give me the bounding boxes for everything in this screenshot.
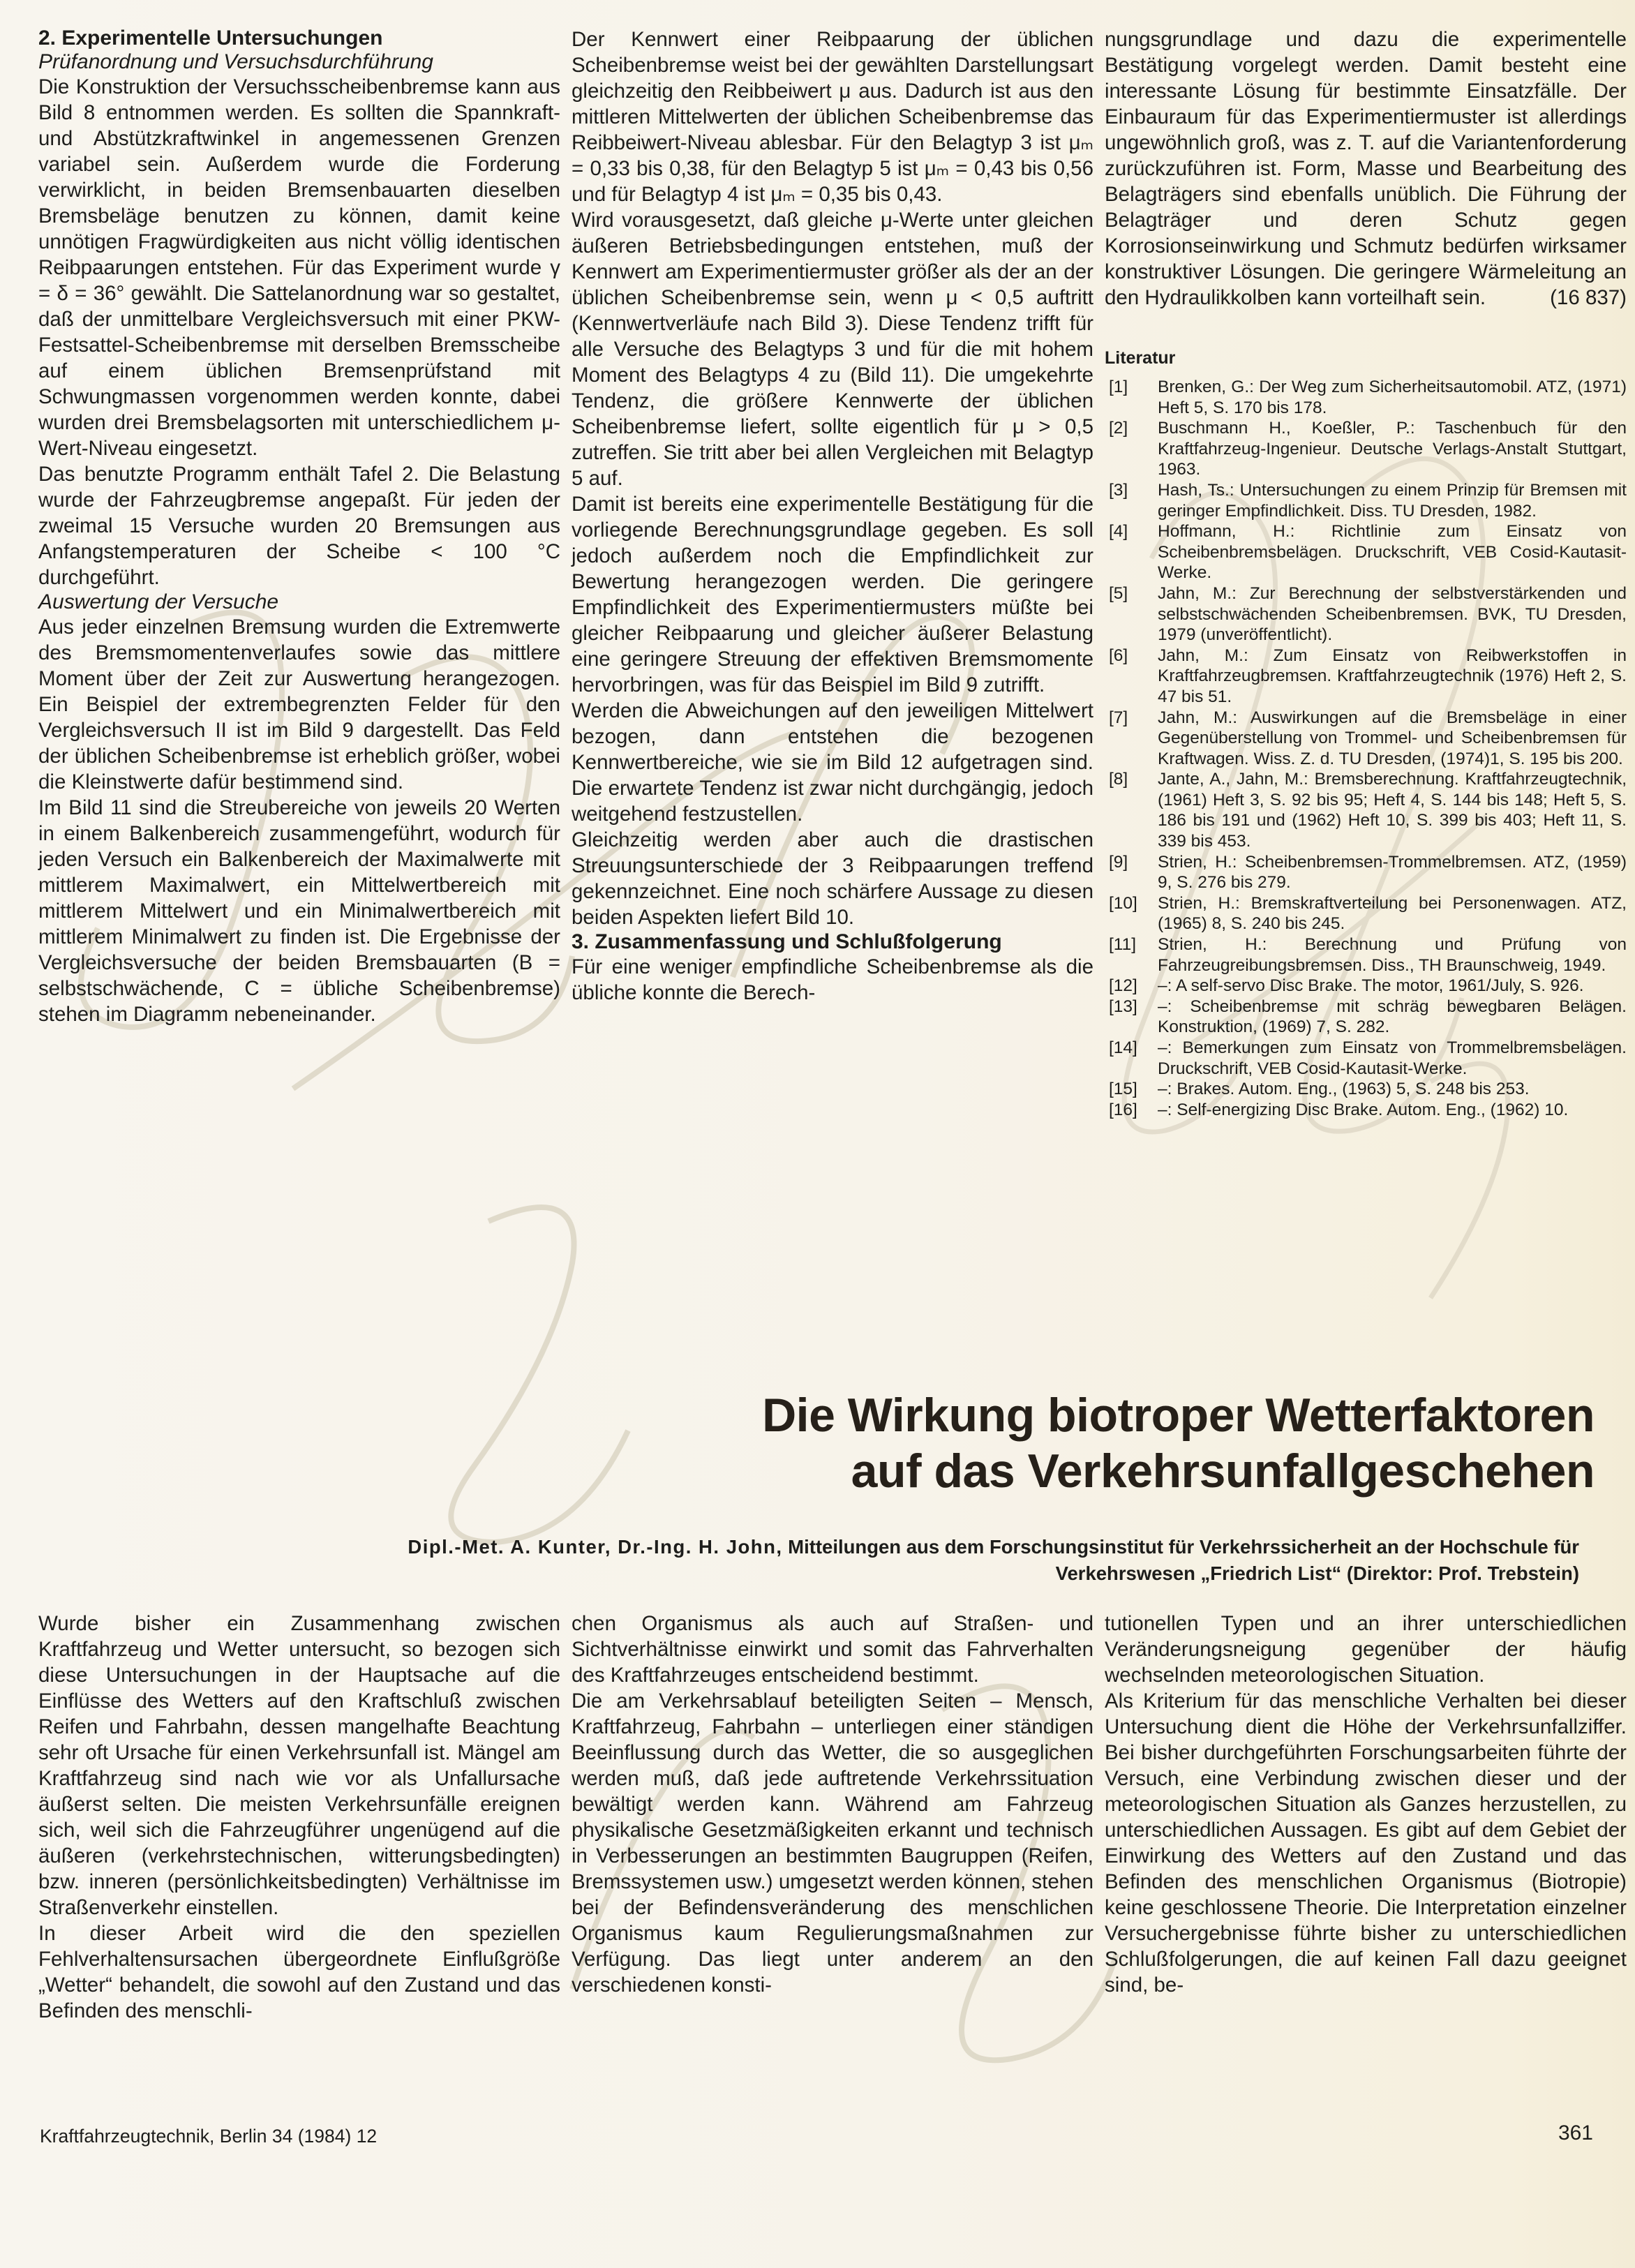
- reference-text: Brenken, G.: Der Weg zum Sicherheitsautomobil. ATZ, (1971) Heft 5, S. 170 bis 178.: [1158, 378, 1627, 417]
- literature-entry: [1105, 480, 1627, 521]
- literature-entry: [1105, 976, 1627, 997]
- reference-text: –: Self-energizing Disc Brake. Autom. Eng., (1962) 10.: [1158, 1100, 1569, 1119]
- paragraph: Wurde bisher ein Zusammenhang zwischen Kraftfahrzeug und Wetter untersucht, so bezogen sich diese Untersuchungen in der Hauptsache auf die Einflüsse des Wetters auf den Kraftschluß zwischen Reifen und Fahrbahn, dessen mangelhafte Beachtung sehr oft Ursache für einen Verkehrsunfall ist. Mängel am Kraftfahrzeug sind nach wie vor als Unfallursache äußerst selten. Die meisten Verkehrsunfälle ereignen sich, weil sich die Fahrzeugführer ungenügend auf die äußeren (verkehrstechnischen, witterungsbedingten) bzw. inneren (persönlichkeitsbedingten) Verhältnisse im Straßenverkehr einstellen.: [38, 1612, 560, 1919]
- byline-affiliation: Mitteilungen aus dem Forschungsinstitut für Verkehrssicherheit an der Hochschule für: [782, 1536, 1579, 1558]
- literature-entry: [1105, 418, 1627, 480]
- reference-text: Jante, A., Jahn, M.: Bremsberechnung. Kraftfahrzeugtechnik, (1961) Heft 3, S. 92 bis 95; Heft 4, S. 144 bis 148; Heft 5, S. 186 bis 191 und (1962) Heft 10, S. 399 bis 403; Heft 11, S. 339 bis 453.: [1158, 770, 1627, 851]
- reference-text: –: A self-servo Disc Brake. The motor, 1961/July, S. 926.: [1158, 976, 1584, 996]
- literature-entry: [1105, 521, 1627, 583]
- paragraph: tutionellen Typen und an ihrer unterschiedlichen Veränderungsneigung gegenüber der häufig wechselnden meteorologischen Situation.: [1105, 1612, 1627, 1687]
- article-title: [209, 1387, 1595, 1499]
- reference-number: [12]: [1109, 976, 1137, 996]
- literature-entry: [1105, 1038, 1627, 1079]
- reference-text: Jahn, M.: Zum Einsatz von Reibwerkstoffen in Kraftfahrzeugbremsen. Kraftfahrzeugtechnik (1976) Heft 2, S. 47 bis 51.: [1158, 646, 1627, 706]
- paragraph: Der Kennwert einer Reibpaarung der üblichen Scheibenbremse weist bei der gewählten Darstellungsart gleichzeitig den Reibbeiwert μ aus. Dadurch ist aus den mittleren Mittelwerten der üblichen Scheibenbremse das Reibbeiwert-Niveau ablesbar. Für den Belagtyp 3 ist μₘ = 0,33 bis 0,38, für den Belagtyp 5 ist μₘ = 0,43 bis 0,56 und für Belagtyp 4 ist μₘ = 0,35 bis 0,43.: [572, 28, 1093, 206]
- top-column-middle: [572, 27, 1093, 1006]
- reference-text: Strien, H.: Bremskraftverteilung bei Personenwagen. ATZ, (1965) 8, S. 240 bis 245.: [1158, 893, 1627, 934]
- literature-entry: [1105, 708, 1627, 770]
- literature-entry: [1105, 377, 1627, 418]
- literature-entry: [1105, 893, 1627, 934]
- reference-text: Hash, Ts.: Untersuchungen zu einem Prinzip für Bremsen mit geringer Empfindlichkeit. Diss. TU Dresden, 1982.: [1158, 480, 1627, 521]
- reference-number: [10]: [1109, 893, 1137, 913]
- footer-journal-info: Kraftfahrzeugtechnik, Berlin 34 (1984) 12: [40, 2126, 378, 2147]
- paragraph: Die am Verkehrsablauf beteiligten Seiten – Mensch, Kraftfahrzeug, Fahrbahn – unterliegen einer ständigen Beeinflussung durch das Wetter, die so ausgeglichen werden muß, daß jede auftretende Verkehrssituation bewältigt werden kann. Während am Fahrzeug physikalische Gesetzmäßigkeiten erkannt und technisch in Verbesserungen an bestimmten Baugruppen (Reifen, Bremssystemen usw.) umgesetzt werden können, stehen bei der Befindensveränderung des menschlichen Organismus kaum Regulierungsmaßnahmen zur Verfügung. Das liegt unter anderem an den verschiedenen konsti-: [572, 1689, 1093, 1997]
- reference-text: –: Brakes. Autom. Eng., (1963) 5, S. 248 bis 253.: [1158, 1080, 1530, 1099]
- reference-number: [9]: [1109, 852, 1128, 872]
- reference-text: –: Bemerkungen zum Einsatz von Trommelbremsbelägen. Druckschrift, VEB Cosid-Kautasit-Werke.: [1158, 1038, 1627, 1078]
- reference-text: Jahn, M.: Zur Berechnung der selbstverstärkenden und selbstschwächenden Scheibenbremsen. BVK, TU Dresden, 1979 (unveröffentlicht).: [1158, 583, 1627, 645]
- literature-entry: [1105, 852, 1627, 893]
- literature-heading: Literatur: [1105, 348, 1176, 368]
- reference-number: [16]: [1109, 1100, 1137, 1119]
- article-code: (16 837): [1550, 286, 1627, 309]
- byline-affiliation-line2: Verkehrswesen „Friedrich List“ (Direktor: Prof. Trebstein): [1055, 1562, 1579, 1584]
- page-number: 361: [1558, 2121, 1593, 2144]
- reference-number: [6]: [1109, 646, 1128, 665]
- reference-number: [13]: [1109, 997, 1137, 1016]
- article-byline: [63, 1534, 1579, 1587]
- bottom-column-left: [38, 1611, 560, 2024]
- literature-entry: [1105, 1079, 1627, 1100]
- article-title-line2: auf das Verkehrsunfallgeschehen: [851, 1445, 1595, 1498]
- paragraph: Gleichzeitig werden aber auch die drastischen Streuungsunterschiede der 3 Reibpaarungen treffend gekennzeichnet. Eine noch schärfere Aussage zu diesen beiden Aspekten liefert Bild 10.: [572, 828, 1093, 929]
- paragraph: Die Konstruktion der Versuchsscheibenbremse kann aus Bild 8 entnommen werden. Es sollten die Spannkraft- und Abstützkraftwinkel in angemessenen Grenzen variabel sein. Außerdem wurde die Forderung verwirklicht, in beiden Bremsenbauarten dieselben Bremsbeläge benutzen zu können, damit keine unnötigen Fragwürdigkeiten aus nicht völlig identischen Reibpaarungen entstehen. Für das Experiment wurde γ = δ = 36° gewählt. Die Sattelanordnung war so gestaltet, daß der unmittelbare Vergleichsversuch mit einer PKW-Festsattel-Scheibenbremse mit derselben Bremsscheibe auf einem üblichen Bremsenprüfstand mit Schwungmassen vorgenommen werden konnte, dabei wurden drei Bremsbelagsorten mit unterschiedlichem μ-Wert-Niveau eingesetzt.: [38, 75, 560, 460]
- reference-number: [3]: [1109, 480, 1128, 500]
- reference-number: [8]: [1109, 770, 1128, 789]
- reference-number: [2]: [1109, 419, 1128, 438]
- paragraph: In dieser Arbeit wird die den speziellen Fehlverhaltensursachen übergeordnete Einflußgröße „Wetter“ behandelt, die sowohl auf den Zustand und das Befinden des menschli-: [38, 1922, 560, 2022]
- reference-text: Strien, H.: Scheibenbremsen-Trommelbremsen. ATZ, (1959) 9, S. 276 bis 279.: [1158, 852, 1627, 893]
- section-heading-zusammenfassung: 3. Zusammenfassung und Schlußfolgerung: [572, 930, 1002, 953]
- paragraph: Werden die Abweichungen auf den jeweiligen Mittelwert bezogen, dann entstehen die bezogenen Kennwertbereiche, wie sie im Bild 12 aufgetragen sind. Die erwartete Tendenz ist zwar nicht durchgängig, jedoch weitgehend festzustellen.: [572, 699, 1093, 826]
- reference-text: Hoffmann, H.: Richtlinie zum Einsatz von Scheibenbremsbelägen. Druckschrift, VEB Cosid-Kautasit-Werke.: [1158, 522, 1627, 583]
- literature-list: [1105, 377, 1627, 1120]
- article-title-line1: Die Wirkung biotroper Wetterfaktoren: [762, 1389, 1595, 1442]
- reference-text: Buschmann H., Koeßler, P.: Taschenbuch für den Kraftfahrzeug-Ingenieur. Deutsche Verlags-Anstalt Stuttgart, 1963.: [1158, 419, 1627, 479]
- paragraph: Aus jeder einzelnen Bremsung wurden die Extremwerte des Bremsmomentenverlaufes sowie das mittlere Moment über der Zeit zur Auswertung herangezogen. Ein Beispiel der extrembegrenzten Felder für den Vergleichsversuch II ist im Bild 9 dargestellt. Das Feld der üblichen Scheibenbremse ist erheblich größer, wobei die Kleinstwerte dafür bestimmend sind.: [38, 616, 560, 793]
- literature-entry: [1105, 1100, 1627, 1121]
- paragraph: Das benutzte Programm enthält Tafel 2. Die Belastung wurde der Fahrzeugbremse angepaßt. Für jeden der zweimal 15 Versuche wurden 20 Bremsungen aus Anfangstemperaturen der Scheibe < 100 °C durchgeführt.: [38, 463, 560, 589]
- reference-text: Strien, H.: Berechnung und Prüfung von Fahrzeugreibungsbremsen. Diss., TH Braunschweig, 1949.: [1158, 935, 1627, 975]
- byline-authors: Dipl.-Met. A. Kunter, Dr.-Ing. H. John,: [408, 1536, 783, 1558]
- top-column-left: [38, 27, 560, 1027]
- bottom-column-middle: [572, 1611, 1093, 1998]
- literature-entry: [1105, 583, 1627, 646]
- reference-number: [11]: [1109, 935, 1137, 955]
- subheading-pruefanordnung: Prüfanordnung und Versuchsdurchführung: [38, 50, 433, 73]
- paragraph: Wird vorausgesetzt, daß gleiche μ-Werte unter gleichen äußeren Betriebsbedingungen entstehen, muß der Kennwert am Experimentiermuster größer als der an der üblichen Scheibenbremse sein, wenn μ < 0,5 auftritt (Kennwertverläufe nach Bild 3). Diese Tendenz trifft für alle Versuche des Belagtyps 3 und für die mit hohem Moment des Belagtyps 4 zu (Bild 11). Die umgekehrte Tendenz, die größere Kennwerte der üblichen Scheibenbremse liefert, sollte eigentlich für μ > 0,5 zutreffen. Sie tritt aber bei allen Vergleichen mit Belagtyp 5 auf.: [572, 209, 1093, 490]
- paragraph: [1105, 27, 1627, 311]
- paragraph: Im Bild 11 sind die Streubereiche von jeweils 20 Werten in einem Balkenbereich zusammengeführt, wodurch für jeden Versuch ein Balkenbereich der Maximalwerte mit mittlerem Maximalwert, ein Mittelwertbereich mit mittlerem Mittelwert und ein Minimalwertbereich mit mittlerem Minimalwert zu finden ist. Die Ergebnisse der Vergleichsversuche der beiden Bremsbauarten (B = selbstschwächende, C = übliche Scheibenbremse) stehen im Diagramm nebeneinander.: [38, 796, 560, 1026]
- literature-entry: [1105, 934, 1627, 976]
- paragraph: Als Kriterium für das menschliche Verhalten bei dieser Untersuchung dient die Höhe der Verkehrsunfallziffer. Bei bisher durchgeführten Forschungsarbeiten führte der Versuch, eine Verbindung zwischen dieser und der meteorologischen Situation als Ganzes herzustellen, zu unterschiedlichen Aussagen. Es gibt auf dem Gebiet der Einwirkung des Wetters auf den Zustand und das Befinden des menschlichen Organismus (Biotropie) keine geschlossene Theorie. Die Interpretation einzelner Versuchergebnisse führte bisher zu unterschiedlichen Schlußfolgerungen, die auf keinen Fall dazu geeignet sind, be-: [1105, 1689, 1627, 1997]
- bottom-column-right: [1105, 1611, 1627, 1998]
- paragraph: chen Organismus als auch auf Straßen- und Sichtverhältnisse einwirkt und somit das Fahrverhalten des Kraftfahrzeuges entscheidend bestimmt.: [572, 1612, 1093, 1687]
- reference-number: [4]: [1109, 522, 1128, 542]
- top-column-right: [1105, 27, 1627, 1120]
- subheading-auswertung: Auswertung der Versuche: [38, 590, 279, 613]
- literature-entry: [1105, 769, 1627, 851]
- reference-number: [15]: [1109, 1080, 1137, 1099]
- reference-number: [1]: [1109, 378, 1128, 396]
- literature-entry: [1105, 997, 1627, 1038]
- paragraph: Für eine weniger empfindliche Scheibenbremse als die übliche konnte die Berech-: [572, 955, 1093, 1004]
- reference-text: Jahn, M.: Auswirkungen auf die Bremsbeläge in einer Gegenüberstellung von Trommel- und Scheibenbremsen für Kraftwagen. Wiss. Z. d. TU Dresden, (1974)1, S. 195 bis 200.: [1158, 708, 1627, 768]
- reference-text: –: Scheibenbremse mit schräg bewegbaren Belägen. Konstruktion, (1969) 7, S. 282.: [1158, 997, 1627, 1037]
- reference-number: [14]: [1109, 1038, 1137, 1057]
- literature-entry: [1105, 646, 1627, 708]
- reference-number: [7]: [1109, 708, 1128, 727]
- paragraph: Damit ist bereits eine experimentelle Bestätigung für die vorliegende Berechnungsgrundlage gegeben. Es soll jedoch außerdem noch die Empfindlichkeit zur Bewertung herangezogen werden. Die geringere Empfindlichkeit des Experimentiermusters müßte bei gleicher Reibpaarung und gleicher äußerer Belastung eine geringere Streuung der effektiven Bremsmomente hervorbringen, was für das Beispiel im Bild 9 zutrifft.: [572, 493, 1093, 696]
- section-heading-experimental: 2. Experimentelle Untersuchungen: [38, 27, 383, 50]
- paragraph-text: nungsgrundlage und dazu die experimentelle Bestätigung vorgelegt werden. Damit besteht eine interessante Lösung für bestimmte Einsatzfälle. Der Einbauraum für das Experimentiermuster ist allerdings ungewöhnlich groß, was z. T. auf die Variantenforderung zurückzuführen ist. Form, Masse und Bearbeitung des Belagträgers sind ebenfalls unüblich. Die Führung der Belagträger und deren Schutz gegen Korrosionseinwirkung und Schmutz bedürfen wirksamer konstruktiver Lösungen. Die geringere Wärmeleitung an den Hydraulikkolben kann vorteilhaft sein.: [1105, 28, 1627, 309]
- reference-number: [5]: [1109, 583, 1128, 603]
